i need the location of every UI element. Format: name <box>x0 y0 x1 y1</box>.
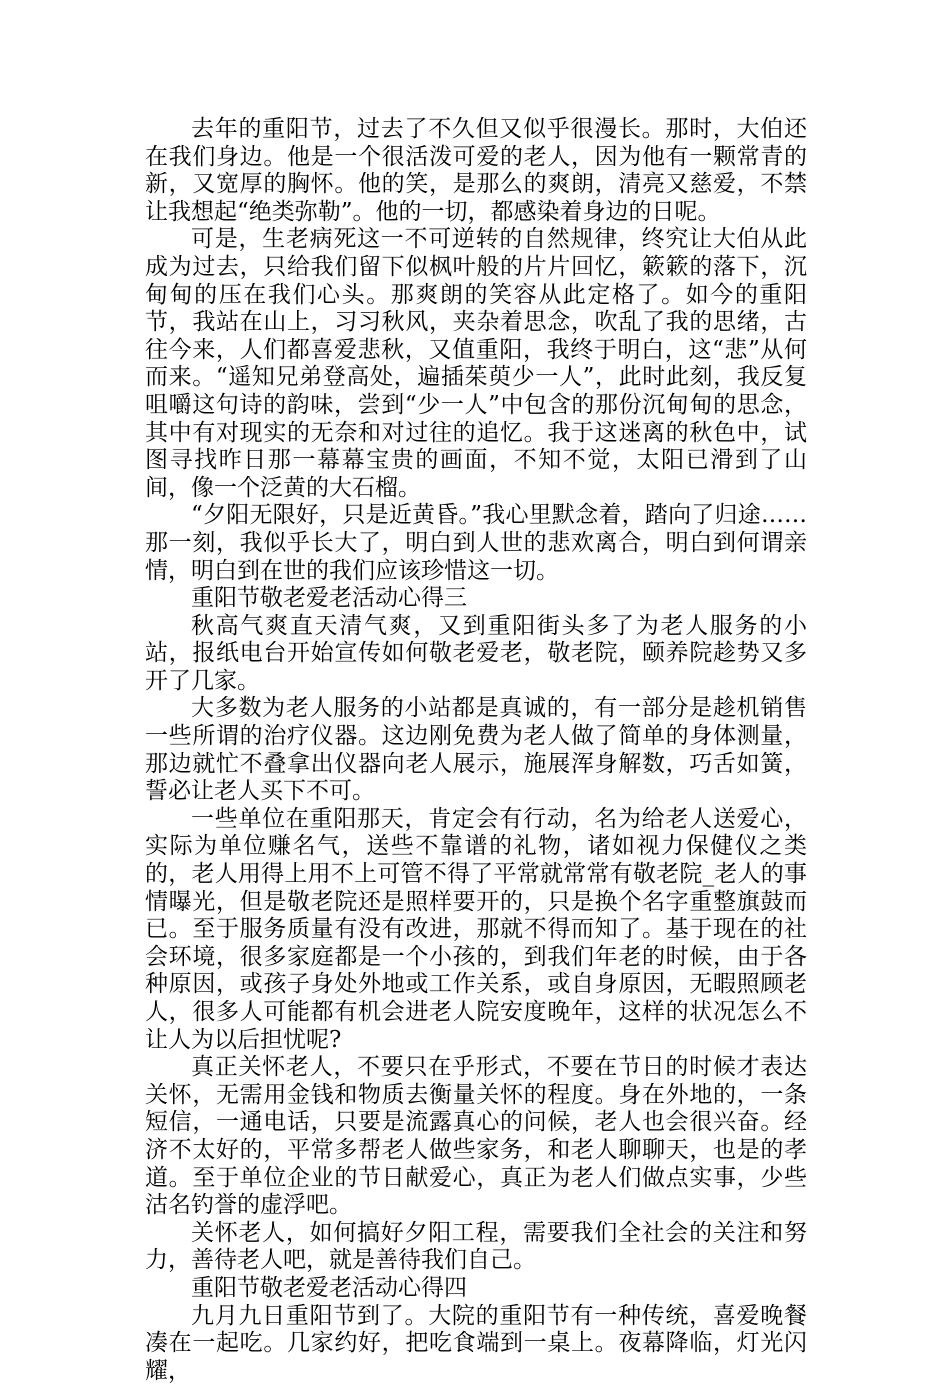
paragraph: 一些单位在重阳那天，肯定会有行动，名为给老人送爱心，实际为单位赚名气，送些不靠谱的礼物，诸如视力保健仪之类的，老人用得上用不上可管不得了平常就常常有敬老院_老人的事情曝光，但是敬老院还是照样要开的，只是换个名字重整旗鼓而已。至于服务质量有没有改进，那就不得而知了。基于现在的社会环境，很多家庭都是一个小孩的，到我们年老的时候，由于各种原因，或孩子身处外地或工作关系，或自身原因，无暇照顾老人，很多人可能都有机会进老人院安度晚年，这样的状况怎么不让人为以后担忧呢? <box>145 805 807 1053</box>
paragraph: 真正关怀老人，不要只在乎形式，不要在节日的时候才表达关怀，无需用金钱和物质去衡量关怀的程度。身在外地的，一条短信，一通电话，只要是流露真心的问候，老人也会很兴奋。经济不太好的，平常多帮老人做些家务，和老人聊聊天，也是的孝道。至于单位企业的节日献爱心，真正为老人们做点实事，少些沽名钓誉的虚浮吧。 <box>145 1054 807 1219</box>
paragraph: 秋高气爽直天清气爽，又到重阳街头多了为老人服务的小站，报纸电台开始宣传如何敬老爱老，敬老院，颐养院趁势又多开了几家。 <box>145 612 807 694</box>
section-heading: 重阳节敬老爱老活动心得四 <box>191 1274 467 1301</box>
paragraph: 九月九日重阳节到了。大院的重阳节有一种传统，喜爱晚餐凑在一起吃。几家约好，把吃食端到一桌上。夜幕降临，灯光闪耀， <box>145 1302 807 1384</box>
document-body <box>145 116 807 1385</box>
paragraph: 大多数为老人服务的小站都是真诚的，有一部分是趁机销售一些所谓的治疗仪器。这边刚免费为老人做了简单的身体测量，那边就忙不叠拿出仪器向老人展示，施展浑身解数，巧舌如簧，誓必让老人买下不可。 <box>145 695 807 805</box>
paragraph: 可是，生老病死这一不可逆转的自然规律，终究让大伯从此成为过去，只给我们留下似枫叶般的片片回忆，簌簌的落下，沉甸甸的压在我们心头。那爽朗的笑容从此定格了。如今的重阳节，我站在山上，习习秋风，夹杂着思念，吹乱了我的思绪，古往今来，人们都喜爱悲秋，又值重阳，我终于明白，这“悲”从何而来。“遥知兄弟登高处，遍插茱萸少一人”，此时此刻，我反复咀嚼这句诗的韵味，尝到“少一人”中包含的那份沉甸甸的思念，其中有对现实的无奈和对过往的追忆。我于这迷离的秋色中，试图寻找昨日那一幕幕宝贵的画面，不知不觉，太阳已滑到了山间，像一个泛黄的大石榴。 <box>145 226 807 501</box>
paragraph: “夕阳无限好，只是近黄昏。”我心里默念着，踏向了归途……那一刻，我似乎长大了，明白到人世的悲欢离合，明白到何谓亲情，明白到在世的我们应该珍惜这一切。 <box>145 502 807 584</box>
paragraph: 去年的重阳节，过去了不久但又似乎很漫长。那时，大伯还在我们身边。他是一个很活泼可爱的老人，因为他有一颗常青的新，又宽厚的胸怀。他的笑，是那么的爽朗，清亮又慈爱，不禁让我想起“绝类弥勒”。他的一切，都感染着身边的日呢。 <box>145 116 807 225</box>
paragraph: 关怀老人，如何搞好夕阳工程，需要我们全社会的关注和努力，善待老人吧，就是善待我们自己。 <box>145 1219 807 1274</box>
section-heading: 重阳节敬老爱老活动心得三 <box>191 585 467 612</box>
